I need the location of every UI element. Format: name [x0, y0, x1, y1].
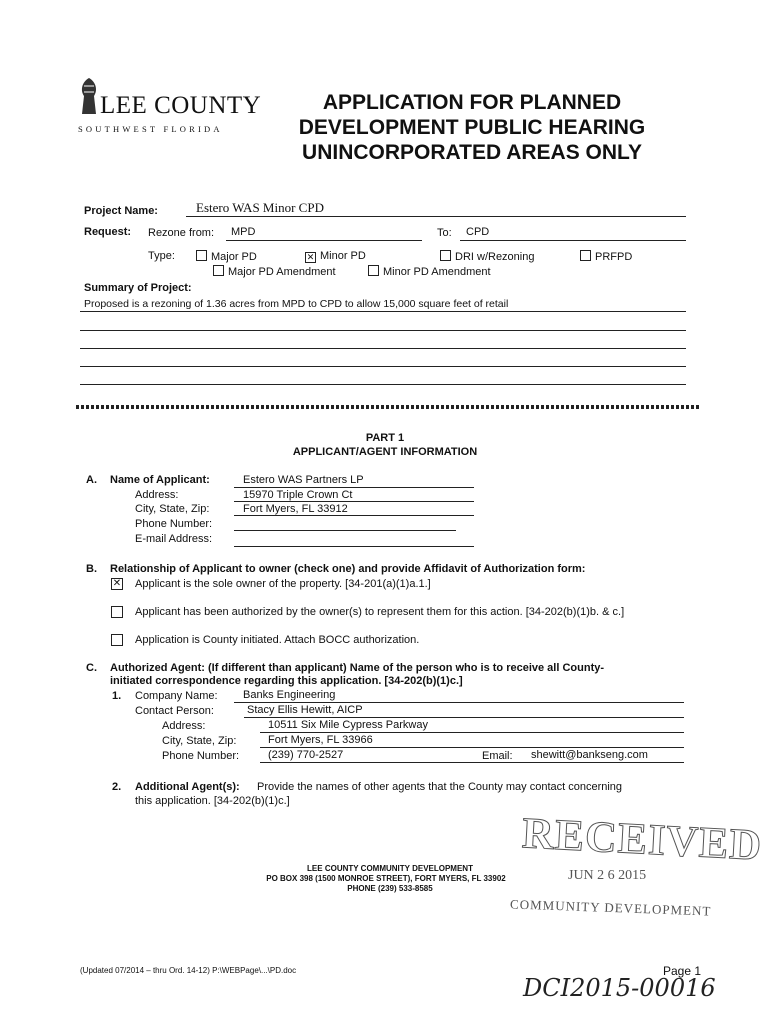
- company-label: Company Name:: [135, 690, 218, 702]
- agent-number-1: 1.: [112, 690, 122, 702]
- summary-text[interactable]: Proposed is a rezoning of 1.36 acres from MPD to CPD to allow 15,000 square feet of retail: [84, 298, 509, 310]
- section-c-heading-2: initiated correspondence regarding this application. [34-202(b)(1)c.]: [110, 675, 463, 687]
- section-b-letter: B.: [86, 563, 97, 575]
- checkbox-icon[interactable]: [196, 250, 207, 261]
- additional-agent-text-2: this application. [34-202(b)(1)c.]: [135, 795, 290, 807]
- type-label: Type:: [148, 250, 175, 262]
- agent-phone-label: Phone Number:: [162, 750, 240, 762]
- footer-line-1: LEE COUNTY COMMUNITY DEVELOPMENT: [307, 864, 473, 873]
- section-b-opt1: Applicant is the sole owner of the property. [34-201(a)(1)a.1.]: [135, 578, 431, 590]
- applicant-email-label: E-mail Address:: [135, 533, 213, 545]
- title-line-2: DEVELOPMENT PUBLIC HEARING: [298, 116, 646, 139]
- applicant-name[interactable]: Estero WAS Partners LP: [243, 474, 364, 486]
- logo-name: LEE COUNTY: [100, 92, 262, 119]
- applicant-label: Name of Applicant:: [110, 474, 210, 486]
- section-b-opt3: Application is County initiated. Attach BOCC authorization.: [135, 634, 420, 646]
- checkbox-icon[interactable]: [440, 250, 451, 261]
- footer-line-3: PHONE (239) 533-8585: [347, 884, 433, 893]
- agent-email-label: Email:: [482, 750, 513, 762]
- logo-subtitle: SOUTHWEST FLORIDA: [78, 124, 223, 134]
- handwritten-case-number: DCI2015-00016: [523, 974, 716, 1002]
- updated-note: (Updated 07/2014 – thru Ord. 14-12) P:\WEBPage\...\PD.doc: [80, 966, 297, 975]
- received-stamp: [520, 808, 764, 883]
- project-name-value[interactable]: Estero WAS Minor CPD: [196, 200, 324, 215]
- contact-label: Contact Person:: [135, 705, 214, 717]
- section-b-opt2: Applicant has been authorized by the owner(s) to represent them for this action. [34-202(b)(1)b. & c.]: [135, 606, 625, 618]
- summary-label: Summary of Project:: [84, 282, 192, 294]
- opt-prfpd[interactable]: PRFPD: [580, 250, 632, 263]
- checkbox-icon[interactable]: [111, 606, 123, 618]
- county-seal-icon: [78, 76, 100, 116]
- agent-address-label: Address:: [162, 720, 206, 732]
- rezone-to-value[interactable]: CPD: [466, 226, 490, 238]
- applicant-city[interactable]: Fort Myers, FL 33912: [243, 503, 348, 515]
- applicant-phone-label: Phone Number:: [135, 518, 213, 530]
- agent-city-label: City, State, Zip:: [162, 735, 237, 747]
- opt-minor-pd[interactable]: ✕ Minor PD: [306, 250, 366, 262]
- request-label: Request:: [84, 226, 132, 238]
- checked-box-icon[interactable]: ✕: [306, 252, 315, 262]
- section-c-letter: C.: [86, 662, 97, 674]
- rezone-to-label: To:: [437, 227, 452, 239]
- checkbox-icon[interactable]: [111, 634, 123, 646]
- title-line-3: UNINCORPORATED AREAS ONLY: [302, 141, 642, 164]
- page-number: Page 1: [663, 964, 702, 978]
- stamp-dept: COMMUNITY DEVELOPMENT: [509, 896, 712, 919]
- section-divider: [76, 405, 700, 409]
- agent-number-2: 2.: [112, 781, 122, 793]
- additional-agent-label: Additional Agent(s):: [135, 781, 240, 793]
- title-line-1: APPLICATION FOR PLANNED: [322, 91, 622, 114]
- rezone-from-label: Rezone from:: [148, 227, 215, 239]
- opt-major-pd[interactable]: Major PD: [196, 250, 257, 263]
- project-name-label: Project Name:: [84, 205, 158, 217]
- rezone-from-value[interactable]: MPD: [231, 226, 256, 238]
- agent-address[interactable]: 10511 Six Mile Cypress Parkway: [268, 719, 428, 731]
- contact-value[interactable]: Stacy Ellis Hewitt, AICP: [247, 704, 363, 716]
- agent-city[interactable]: Fort Myers, FL 33966: [268, 734, 373, 746]
- footer-line-2: PO BOX 398 (1500 MONROE STREET), FORT MYERS, FL 33902: [266, 874, 506, 883]
- section-c-heading-1: Authorized Agent: (If different than applicant) Name of the person who is to receive all County-: [110, 662, 605, 674]
- section-a-letter: A.: [86, 474, 97, 486]
- applicant-address[interactable]: 15970 Triple Crown Ct: [243, 489, 353, 501]
- checked-box-icon[interactable]: ✕: [112, 578, 122, 589]
- part-subtitle: APPLICANT/AGENT INFORMATION: [292, 446, 478, 458]
- section-b-heading: Relationship of Applicant to owner (check one) and provide Affidavit of Authorization form:: [110, 563, 586, 575]
- company-value[interactable]: Banks Engineering: [243, 689, 336, 701]
- opt-dri[interactable]: DRI w/Rezoning: [440, 250, 534, 263]
- checkbox-icon[interactable]: [368, 265, 379, 276]
- stamp-date: JUN 2 6 2015: [568, 868, 647, 883]
- agent-phone[interactable]: (239) 770-2527: [268, 749, 344, 761]
- opt-minor-amend[interactable]: Minor PD Amendment: [368, 265, 491, 278]
- opt-major-amend[interactable]: Major PD Amendment: [213, 265, 336, 278]
- stamp-received: RECEIVED: [520, 808, 764, 870]
- applicant-address-label: Address:: [135, 489, 179, 501]
- checkbox-icon[interactable]: [213, 265, 224, 276]
- applicant-city-label: City, State, Zip:: [135, 503, 210, 515]
- agent-email[interactable]: shewitt@bankseng.com: [531, 749, 648, 761]
- page-title: [272, 90, 672, 165]
- additional-agent-text-1: Provide the names of other agents that the County may contact concerning: [257, 781, 623, 793]
- part-title: PART 1: [365, 432, 405, 444]
- checkbox-icon[interactable]: [580, 250, 591, 261]
